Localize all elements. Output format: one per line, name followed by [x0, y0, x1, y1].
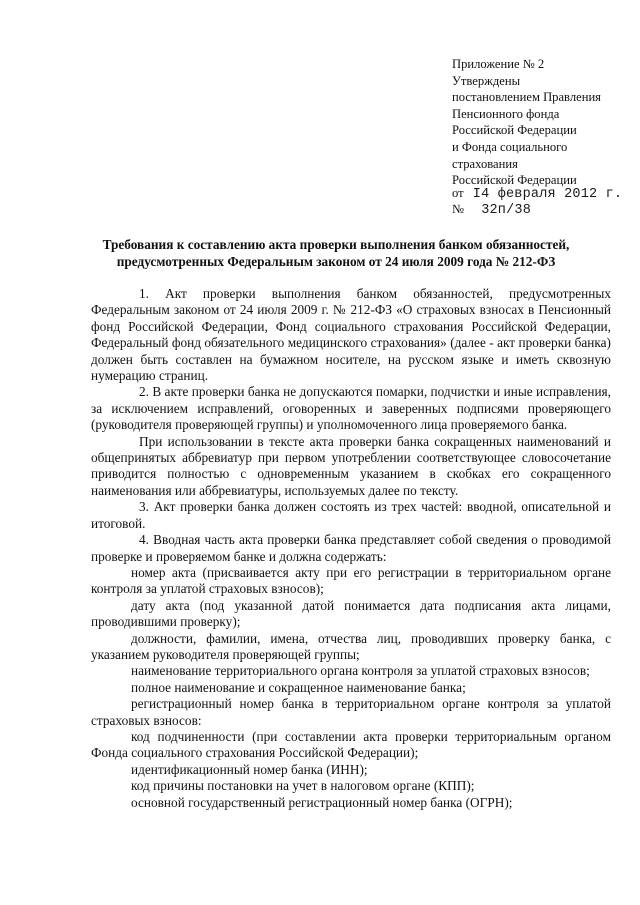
appendix-line: страхования: [452, 156, 518, 171]
appendix-line: постановлением Правления: [452, 90, 601, 105]
list-item: основной государственный регистрационный номер банка (ОГРН);: [131, 794, 513, 810]
title-line-1: Требования к составлению акта проверки выполнения банком обязанностей,: [102, 237, 570, 252]
paragraph-3: 3. Акт проверки банка должен состоять из трех частей: вводной, описательной и итоговой.: [91, 499, 611, 531]
approval-number-row: [452, 202, 632, 218]
list-item: идентификационный номер банка (ИНН);: [131, 761, 368, 777]
document-body: [91, 286, 611, 811]
list-item: полное наименование и сокращенное наименование банка;: [131, 679, 466, 695]
appendix-line: Пенсионного фонда: [452, 106, 560, 121]
list-item: регистрационный номер банка в территориальном органе контроля за уплатой страховых взносов:: [91, 696, 611, 728]
title-line-2: предусмотренных Федеральным законом от 24 июля 2009 года № 212-ФЗ: [116, 254, 556, 269]
appendix-line: Приложение № 2: [452, 57, 545, 71]
appendix-block: [452, 56, 632, 189]
approval-block: [452, 186, 632, 218]
list-item: номер акта (присваивается акту при его регистрации в территориальном органе контроля за уплатой страховых взносов);: [91, 564, 611, 597]
appendix-line: и Фонда социального: [452, 139, 568, 154]
appendix-line: Российской Федерации: [452, 123, 577, 138]
approval-number-value: 32п/38: [481, 203, 531, 218]
list-item: дату акта (под указанной датой понимается дата подписания акта лицами, проводившими проверку);: [91, 597, 611, 630]
appendix-line: Утверждены: [452, 73, 521, 88]
paragraph-1: 1. Акт проверки выполнения банком обязанностей, предусмотренных Федеральным законом от 24 июля 2009 г. № 212-ФЗ «О страховых взносах в Пенсионный фонд Российской Федерации, Фонд социального страхования Российской Федерации, Федеральный фонд обязательного медицинского страхования» (далее - акт проверки банка) должен быть составлен на бумажном носителе, на русском языке и иметь сквозную нумерацию страниц.: [91, 286, 611, 384]
list-item: должности, фамилии, имена, отчества лиц, проводивших проверку банка, с указанием руководителя проверяющей группы;: [91, 630, 611, 662]
paragraph-4: 4. Вводная часть акта проверки банка представляет собой сведения о проводимой проверке и проверяемом банке и должна содержать:: [91, 532, 611, 564]
appendix-line: Российской Федерации: [452, 173, 577, 188]
approval-date-value: I4 февраля 2012 г.: [472, 187, 623, 202]
paragraph-2: 2. В акте проверки банка не допускаются помарки, подчистки и иные исправления, за исключением исправлений, оговоренных и заверенных подписями проверяющего (руководителя проверяющей группы) и уполномоченного лица проверяемого банка.: [91, 384, 611, 433]
approval-number-prefix: №: [452, 202, 465, 216]
document-title: [88, 236, 584, 270]
approval-date-prefix: от: [452, 186, 464, 200]
list-item: код подчиненности (при составлении акта проверки территориальным органом Фонда социального страхования Российской Федерации);: [91, 728, 611, 761]
approval-date-row: [452, 186, 632, 202]
list-item: код причины постановки на учет в налоговом органе (КПП);: [131, 778, 475, 794]
paragraph-2-note: При использовании в тексте акта проверки банка сокращенных наименований и общепринятых аббревиатур при первом употреблении соответствующее словосочетание приводится полностью с одновременным указанием в скобках его сокращенного наименования или аббревиатуры, используемых далее по тексту.: [91, 433, 611, 498]
list-item: наименование территориального органа контроля за уплатой страховых взносов;: [131, 663, 590, 679]
